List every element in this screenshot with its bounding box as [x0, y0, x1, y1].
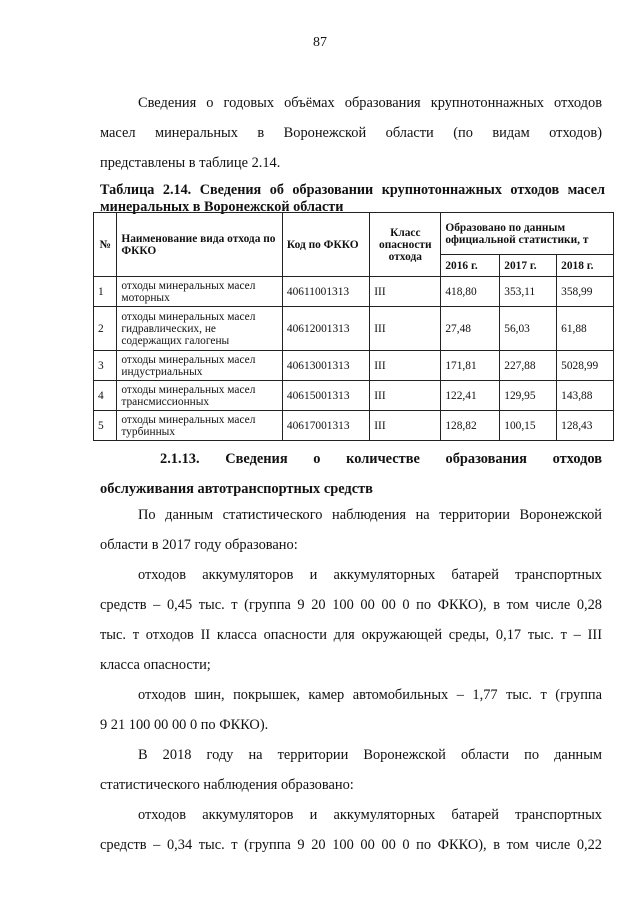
cell-num: 1: [94, 277, 117, 307]
table-row: [94, 277, 614, 307]
body-line: По данным статистического наблюдения на территории Воронежской: [138, 507, 602, 523]
cell-class: III: [370, 307, 441, 351]
cell-name: отходы минеральных масел индустриальных: [117, 351, 283, 381]
cell-name: отходы минеральных масел моторных: [117, 277, 283, 307]
cell-2016: 128,82: [441, 411, 500, 441]
body-line: отходов аккумуляторов и аккумуляторных батарей транспортных: [138, 807, 602, 823]
waste-oil-table: [93, 212, 614, 441]
cell-code: 40612001313: [282, 307, 369, 351]
section-heading: [100, 444, 602, 504]
cell-code: 40615001313: [282, 381, 369, 411]
cell-2016: 27,48: [441, 307, 500, 351]
intro-line: Сведения о годовых объёмах образования крупнотоннажных отходов: [138, 95, 602, 111]
table-header-row: [94, 213, 614, 255]
body-line: статистического наблюдения образовано:: [100, 777, 354, 793]
caption-line: Таблица 2.14. Сведения об образовании крупнотоннажных отходов масел: [100, 182, 605, 198]
cell-code: 40613001313: [282, 351, 369, 381]
intro-line: масел минеральных в Воронежской области (по видам отходов): [100, 125, 602, 141]
cell-num: 5: [94, 411, 117, 441]
cell-name: отходы минеральных масел турбинных: [117, 411, 283, 441]
body-line: области в 2017 году образовано:: [100, 537, 298, 553]
cell-num: 4: [94, 381, 117, 411]
body-line: средств – 0,45 тыс. т (группа 9 20 100 00 00 0 по ФККО), в том числе 0,28: [100, 597, 602, 613]
cell-2017: 100,15: [500, 411, 557, 441]
cell-2018: 358,99: [557, 277, 614, 307]
cell-2017: 227,88: [500, 351, 557, 381]
body-text: [100, 500, 602, 860]
cell-2016: 418,80: [441, 277, 500, 307]
cell-2016: 122,41: [441, 381, 500, 411]
section-heading-line: 2.1.13. Сведения о количестве образования отходов: [160, 451, 602, 467]
table-row: [94, 411, 614, 441]
cell-class: III: [370, 381, 441, 411]
body-line: класса опасности;: [100, 657, 211, 673]
cell-num: 3: [94, 351, 117, 381]
intro-paragraph: [100, 88, 602, 178]
cell-2016: 171,81: [441, 351, 500, 381]
body-line: отходов аккумуляторов и аккумуляторных батарей транспортных: [138, 567, 602, 583]
cell-2017: 353,11: [500, 277, 557, 307]
cell-num: 2: [94, 307, 117, 351]
cell-2018: 128,43: [557, 411, 614, 441]
cell-2017: 56,03: [500, 307, 557, 351]
header-class: Класс опасности отхода: [370, 213, 441, 277]
intro-line: представлены в таблице 2.14.: [100, 155, 281, 171]
cell-name: отходы минеральных масел трансмиссионных: [117, 381, 283, 411]
table-row: [94, 307, 614, 351]
body-line: В 2018 году на территории Воронежской области по данным: [138, 747, 602, 763]
body-line: средств – 0,34 тыс. т (группа 9 20 100 00 00 0 по ФККО), в том числе 0,22: [100, 837, 602, 853]
cell-2018: 5028,99: [557, 351, 614, 381]
body-line: 9 21 100 00 00 0 по ФККО).: [100, 717, 269, 733]
body-line: отходов шин, покрышек, камер автомобильных – 1,77 тыс. т (группа: [138, 687, 602, 703]
body-line: тыс. т отходов II класса опасности для окружающей среды, 0,17 тыс. т – III: [100, 627, 602, 643]
page-number: 87: [313, 35, 327, 50]
header-year-2016: 2016 г.: [441, 255, 500, 277]
header-name: Наименование вида отхода по ФККО: [117, 213, 283, 277]
cell-2018: 61,88: [557, 307, 614, 351]
cell-code: 40611001313: [282, 277, 369, 307]
header-group: Образовано по данным официальной статистики, т: [441, 213, 614, 255]
table-row: [94, 351, 614, 381]
caption-line: минеральных в Воронежской области: [100, 199, 344, 215]
header-year-2017: 2017 г.: [500, 255, 557, 277]
header-num: №: [94, 213, 117, 277]
cell-class: III: [370, 351, 441, 381]
cell-code: 40617001313: [282, 411, 369, 441]
cell-class: III: [370, 411, 441, 441]
header-year-2018: 2018 г.: [557, 255, 614, 277]
table-row: [94, 381, 614, 411]
cell-2017: 129,95: [500, 381, 557, 411]
cell-name: отходы минеральных масел гидравлических, не содержащих галогены: [117, 307, 283, 351]
table-caption: [100, 182, 605, 216]
header-code: Код по ФККО: [282, 213, 369, 277]
cell-class: III: [370, 277, 441, 307]
section-heading-line: обслуживания автотранспортных средств: [100, 481, 373, 497]
cell-2018: 143,88: [557, 381, 614, 411]
